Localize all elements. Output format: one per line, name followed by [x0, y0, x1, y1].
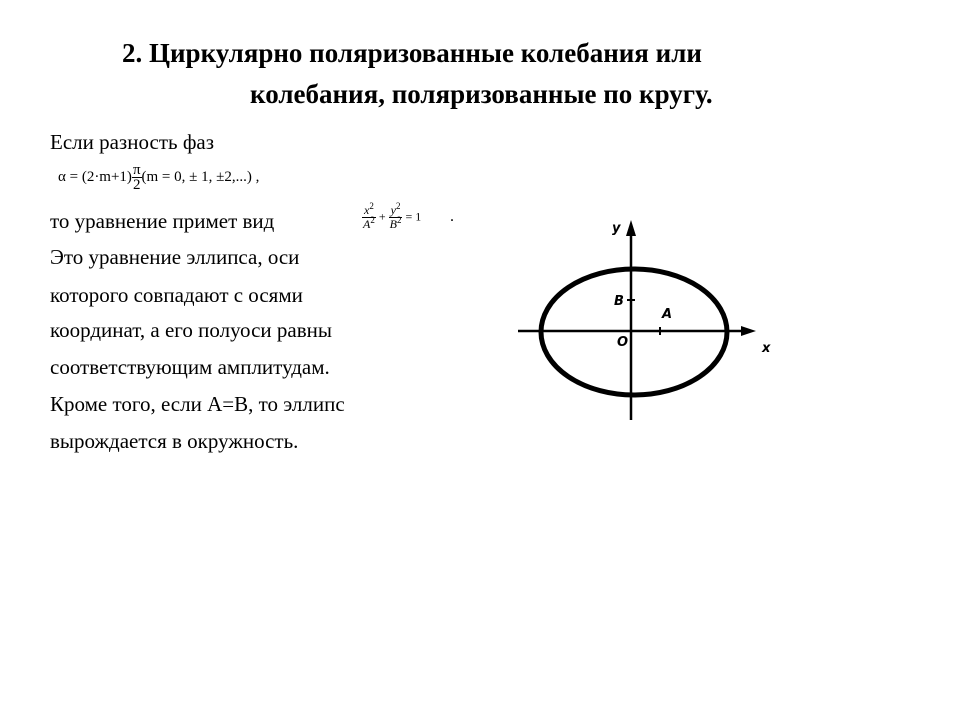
phase-formula-trail: , — [255, 168, 260, 185]
text-line-condition: Кроме того, если А=В, то эллипс — [50, 392, 345, 416]
eq-exp: 2 — [395, 201, 401, 211]
semi-axis-b-label: B — [614, 294, 624, 309]
x-axis-arrow — [741, 326, 756, 336]
eq-trail: . — [450, 208, 454, 225]
fraction-numerator: π — [132, 162, 141, 178]
semi-axis-a-label: A — [662, 307, 673, 322]
eq-exp: 2 — [370, 215, 375, 225]
origin-label: O — [617, 335, 629, 350]
eq-exp: 2 — [396, 215, 402, 225]
eq-y: y — [390, 203, 396, 217]
phase-formula-lhs: α = (2·m+1) — [58, 168, 132, 185]
eq-rhs: = 1 — [405, 209, 422, 224]
slide-title-line1: 2. Циркулярно поляризованные колебания или — [122, 38, 702, 68]
eq-a: A — [363, 217, 371, 231]
eq-b: B — [389, 217, 397, 231]
text-line-amplitudes: соответствующим амплитудам. — [50, 355, 330, 379]
phase-formula-condition: (m = 0, ± 1, ±2,...) — [141, 168, 252, 185]
eq-exp: 2 — [369, 201, 374, 211]
text-equation-intro: то уравнение примет вид — [50, 209, 275, 233]
text-phase-intro: Если разность фаз — [50, 130, 215, 154]
text-line-ellipse: Это уравнение эллипса, оси — [50, 245, 300, 269]
fraction-denominator: 2 — [132, 177, 141, 193]
text-line-axes: которого совпадают с осями — [50, 283, 303, 307]
text-line-semiaxes: координат, а его полуоси равны — [50, 318, 332, 342]
y-axis-arrow — [626, 220, 636, 236]
axis-label-y: y — [612, 221, 621, 236]
axis-label-x: x — [762, 341, 771, 356]
eq-x: x — [364, 203, 370, 217]
slide-title-line2: колебания, поляризованные по кругу. — [250, 79, 713, 109]
eq-plus: + — [378, 209, 386, 224]
text-line-circle: вырождается в окружность. — [50, 429, 299, 453]
